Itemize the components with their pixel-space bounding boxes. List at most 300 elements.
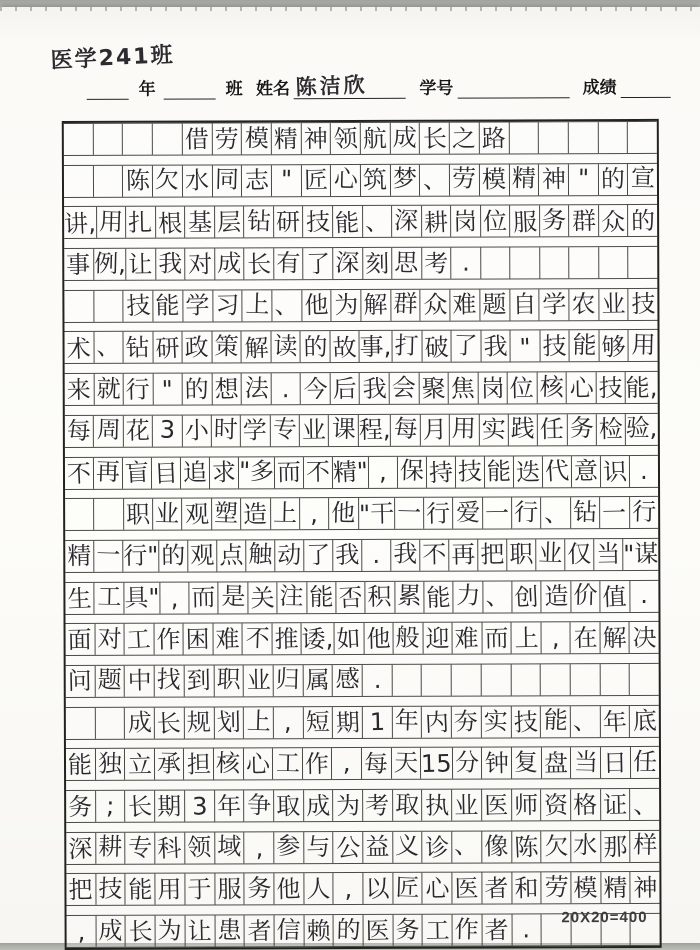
grid-cell: 了 [304,248,334,279]
grid-cell: 识 [601,456,630,487]
grid-cell: 成 [215,248,245,279]
grid-cell: 技 [511,706,541,737]
grid-cell: , [274,707,304,738]
grid-cell: " [153,374,183,405]
grid-cell: 精" [333,456,369,487]
grid-cell: 用 [97,207,127,238]
grid-cell: 后 [331,373,361,404]
grid-cell: 路 [480,122,510,153]
grid-row [66,621,659,656]
grid-cell: 不 [304,457,333,488]
grid-cell: 以 [363,873,393,904]
grid-cell [630,664,659,695]
grid-cell: 精 [65,541,94,572]
grid-cell: 点 [217,540,246,571]
grid-size-note: 20X20=400 [561,909,647,926]
year-label: 年 [139,75,156,100]
grid-cell: 成 [304,790,334,821]
grid-cell: 积 [366,581,395,612]
grid-cell: 和 [512,873,542,904]
grid-cell: 农 [569,289,599,320]
grid-cell: 证 [601,789,631,820]
grid-cell: 匠 [302,165,332,196]
grid-cell: 事, [360,331,393,362]
grid-cell: 取 [393,790,423,821]
grid-cell: 筑 [361,165,391,196]
grid-cell: 他 [329,498,358,529]
grid-cell: 难 [450,289,480,320]
grid-cell: 深 [66,833,96,864]
grid-cell [64,166,94,197]
grid-cell: 1 [363,706,393,737]
grid-cell: 神 [539,164,569,195]
grid-cell: 底 [630,706,659,737]
grid-cell: 政 [183,332,213,363]
grid-cell: 我 [333,540,362,571]
grid-cell: 他 [274,874,304,905]
grid-cell: 当 [594,539,623,570]
grid-cell: 规 [185,707,215,738]
grid-cell: 神 [301,123,331,154]
grid-cell: 专 [126,832,156,863]
grid-cell: 程, [359,415,392,446]
grid-cell: 困 [184,624,214,655]
grid-cell: 思 [392,248,422,279]
grid-cell: 上 [512,623,542,654]
grid-cell: 习 [213,290,243,321]
grid-cell: , [369,456,398,487]
grid-cell: 验, [626,414,658,445]
grid-cell: 划 [214,707,244,738]
grid-cell: 岗 [478,373,508,404]
grid-cell: 问 [66,666,96,697]
grid-cell: 找 [155,666,185,697]
grid-row [64,246,657,281]
class-field-label: 班 [226,74,243,99]
grid-cell: 就 [94,374,124,405]
grid-cell: 代 [543,456,572,487]
grid-cell: 上 [243,290,273,321]
grid-cell: 塑 [212,499,241,530]
grid-cell: 群 [391,290,421,321]
grid-cell [66,708,96,739]
grid-cell: 值 [601,581,630,612]
grid-cell: 业 [153,499,182,530]
grid-cell: 践 [509,414,538,445]
grid-cell [64,124,94,155]
grid-cell: 务 [540,206,570,237]
grid-cell: 务 [393,915,423,946]
grid-cell: 为 [156,916,186,947]
grid-cell [93,124,123,155]
grid-cell: 技 [596,372,626,403]
grid-cell: 长 [420,123,450,154]
grid-cell: 了 [304,540,333,571]
class-label-handwritten: 医学241班 [50,38,175,75]
grid-cell: 保 [398,456,427,487]
grid-cell: 心 [567,372,597,403]
grid-cell [598,122,628,153]
grid-cell: 核 [537,372,567,403]
grid-cell: 承 [155,749,185,780]
grid-cell: 当 [571,747,601,778]
grid-cell: 一 [483,498,512,529]
grid-cell: 了 [452,331,482,362]
grid-cell: 是 [219,582,248,613]
grid-cell: 资 [541,789,571,820]
grid-cell: 法 [242,373,272,404]
grid-cell [571,664,601,695]
grid-cell [628,122,657,153]
grid-cell: 职 [214,665,244,696]
grid-cell: 医 [364,915,394,946]
grid-cell: 深 [333,248,363,279]
score-blank [621,75,671,98]
grid-cell: 年 [600,706,630,737]
grid-cell: 众 [599,205,629,236]
grid-cell: 复 [512,748,542,779]
grid-cell: 的 [629,205,658,236]
grid-cell: 学 [241,415,270,446]
grid-cell [569,122,599,153]
grid-cell: 否 [336,582,365,613]
grid-cell: "多 [239,457,275,488]
grid-cell: 解 [600,622,630,653]
grid-cell: 公 [334,832,364,863]
grid-cell: 、 [420,164,450,195]
grid-cell: 技 [124,290,154,321]
grid-cell: 义 [393,831,423,862]
grid-cell: 上 [244,707,274,738]
grid-cell: 追 [181,457,210,488]
grid-cell: 模 [480,164,510,195]
grid-cell: 同 [212,165,242,196]
grid-cell: 水 [183,165,213,196]
grid-cell: 精 [509,164,539,195]
grid-row [66,705,659,740]
grid-cell: . [363,665,393,696]
grid-cell: 长 [126,916,156,947]
grid-row [64,329,657,364]
grid-cell: 心 [423,873,453,904]
grid-cell: 生 [65,582,94,613]
grid-cell: 钻 [571,497,600,528]
grid-cell: 心 [244,749,274,780]
grid-cell: 创 [512,581,541,612]
grid-cell: 心 [331,165,361,196]
grid-cell: 月 [421,414,450,445]
grid-cell: 用 [629,330,658,361]
grid-cell: 为 [332,290,362,321]
grid-cell: 长 [155,707,185,738]
grid-cell: 夯 [452,706,482,737]
grid-cell: 技 [540,331,570,362]
grid-cell: 钻 [124,332,154,363]
grid-row [65,454,658,489]
grid-row [66,830,659,865]
grid-cell: 成 [125,707,155,738]
grid-cell: 周 [94,416,123,447]
grid-cell: 众 [421,289,451,320]
grid-cell: 小 [182,415,211,446]
grid-cell: 让 [185,916,215,947]
grid-cell: 感 [333,665,363,696]
grid-cell [94,499,123,530]
grid-cell: 能, [626,372,658,403]
grid-cell [64,291,94,322]
grid-cell: 赖 [304,915,334,946]
grid-cell: 务 [66,791,96,822]
grid-cell: 不 [420,540,449,571]
grid-cell: 、 [483,581,512,612]
grid-cell: 会 [390,373,420,404]
grid-cell: 中 [125,666,155,697]
grid-row [66,788,659,823]
grid-cell: . [630,580,658,611]
grid-cell: , [300,498,329,529]
grid-cell: 研 [274,207,304,238]
grid-cell [509,122,539,153]
grid-cell: 检 [597,414,626,445]
grid-cell: 技 [304,206,334,237]
grid-cell: 志 [242,165,272,196]
grid-cell: 再 [449,539,478,570]
grid-cell: 分 [453,748,483,779]
grid-cell: 层 [215,207,245,238]
grid-cell: 样 [631,831,660,862]
grid-row [66,746,659,781]
grid-cell: . [512,914,542,945]
grid-cell [94,291,124,322]
grid-cell: 迎 [423,623,453,654]
grid-cell: 成 [96,916,126,947]
grid-cell: 短 [303,707,333,738]
grid-cell: 神 [631,872,660,903]
grid-cell: 而 [275,457,304,488]
grid-cell: 触 [246,540,275,571]
grid-cell: 用 [450,414,479,445]
grid-cell: 成 [391,123,421,154]
grid-cell: 服 [510,206,540,237]
grid-cell: 累 [395,581,424,612]
grid-cell: 能 [424,581,453,612]
grid-cell: 动 [275,540,304,571]
grid-cell: 、 [542,497,571,528]
grid-cell: 耕 [96,832,126,863]
grid-cell: . [362,540,391,571]
grid-cell: 意 [572,456,601,487]
grid-cell: 作 [453,915,483,946]
grid-cell: 执 [423,790,453,821]
grid-cell: 钻 [244,207,274,238]
grid-cell: 日 [601,747,631,778]
grid-cell: 迭 [514,456,543,487]
grid-cell: 行 [424,498,453,529]
grid-cell: 能 [126,874,156,905]
grid-cell: 信 [274,915,304,946]
grid-cell: 我 [156,249,186,280]
grid-cell [511,247,541,278]
grid-cell: 业 [536,539,565,570]
grid-cell: 益 [363,832,393,863]
grid-cell: 岗 [451,206,481,237]
grid-cell: 把 [66,874,96,905]
grid-cell [541,664,571,695]
grid-cell: 目 [152,457,181,488]
grid-cell: 考 [363,790,393,821]
grid-cell: 陈 [123,165,153,196]
grid-cell: 策 [212,332,242,363]
grid-cell: 能 [333,206,363,237]
grid-cell: 读 [271,332,301,363]
grid-cell: 的 [301,332,331,363]
grid-row [66,663,659,698]
grid-cell: 患 [215,915,245,946]
grid-cell: 水 [571,831,601,862]
grid-cell: 职 [507,539,536,570]
score-label: 成绩 [583,73,617,98]
grid-cell: 仅 [565,539,594,570]
grid-cell: 他 [302,290,332,321]
grid-cell: . [630,455,658,486]
grid-cell: 对 [185,249,215,280]
grid-cell: 解 [242,332,272,363]
grid-cell: 实 [482,706,512,737]
grid-cell: 的 [183,374,213,405]
grid-cell: 根 [156,207,186,238]
grid-row [64,288,657,323]
grid-cell: 工 [273,748,303,779]
grid-cell: 焦 [449,373,479,404]
grid-cell: 工 [95,582,124,613]
grid-cell: 在 [571,622,601,653]
grid-cell: 每 [65,416,94,447]
grid-cell: 独 [96,749,126,780]
grid-cell: 借 [183,123,213,154]
student-id-label: 学号 [419,74,453,99]
grid-cell: 天 [392,748,422,779]
grid-cell: 、 [571,706,601,737]
grid-row [64,121,657,156]
grid-cell: 年 [393,706,423,737]
grid-cell: 行 [630,497,658,528]
grid-cell: 实 [479,414,508,445]
grid-cell: 业 [599,289,629,320]
grid-row [64,163,657,198]
grid-cell: 医 [453,873,483,904]
grid-cell: 想 [212,374,242,405]
grid-cell: 盲 [123,457,152,488]
grid-cell: 注 [278,582,307,613]
grid-cell: 、 [363,206,393,237]
grid-cell: 对 [95,624,125,655]
grid-cell: , [67,916,97,947]
grid-cell: 行 [512,498,541,529]
grid-row [65,371,658,406]
grid-cell [570,247,600,278]
grid-cell: 持 [427,456,456,487]
grid-cell: 来 [65,374,95,405]
grid-cell: 故 [330,331,360,362]
grid-cell: 不 [65,457,94,488]
grid-row [66,871,659,906]
grid-cell: 刻 [363,248,393,279]
grid-cell: 领 [185,832,215,863]
grid-cell: 务 [567,414,596,445]
scanned-paper [0,7,700,943]
grid-cell: 任 [630,747,659,778]
grid-cell: 价 [571,581,600,612]
grid-cell: 求 [210,457,239,488]
grid-cell: 耕 [422,206,452,237]
grid-cell: 一 [94,541,123,572]
grid-cell [153,124,183,155]
grid-cell: 行" [123,541,159,572]
grid-cell: 梦 [391,164,421,195]
grid-cell: 欠 [541,831,571,862]
grid-cell: 上 [271,498,300,529]
grid-cell: 精 [272,123,302,154]
grid-cell: 立 [125,749,155,780]
grid-cell: 技 [629,289,658,320]
grid-cell: 争 [244,790,274,821]
grid-cell: 医 [482,789,512,820]
grid-cell: 到 [184,665,214,696]
name-label: 姓名 [256,74,290,99]
grid-cell: 破 [422,331,452,362]
grid-cell: 课 [329,415,358,446]
grid-cell: 难 [453,623,483,654]
grid-cell: 把 [478,539,507,570]
grid-cell: 能 [485,456,514,487]
grid-cell: 聚 [419,373,449,404]
grid-cell: 题 [480,289,510,320]
grid-cell: 爱 [453,498,482,529]
grid-cell: 劳 [450,164,480,195]
grid-cell: 行 [124,374,154,405]
grid-cell: . [451,248,481,279]
grid-cell: 期 [155,791,185,822]
grid-cell: 匠 [393,873,423,904]
grid-cell: 内 [422,706,452,737]
grid-cell: 域 [215,832,245,863]
grid-cell: 为 [333,790,363,821]
grid-cell: 模 [571,873,601,904]
grid-cell: 、 [452,831,482,862]
grid-cell [452,664,482,695]
grid-cell: 推 [272,623,302,654]
grid-row [65,579,658,614]
grid-cell: 像 [482,831,512,862]
grid-cell [540,247,570,278]
grid-cell: 每 [362,748,392,779]
grid-cell: 今 [301,373,331,404]
grid-row [65,538,658,573]
grid-cell: 之 [450,123,480,154]
grid-cell: 参 [274,832,304,863]
grid-cell: 陈 [512,831,542,862]
grid-cell [422,665,452,696]
grid-cell: 一 [395,498,424,529]
grid-row [65,496,658,531]
grid-cell: "干 [359,498,395,529]
grid-cell: 讲, [64,207,97,238]
grid-cell: 花 [124,416,153,447]
grid-cell: , [332,748,362,779]
grid-cell: 能 [570,331,600,362]
grid-cell: 诊 [423,831,453,862]
grid-row [65,413,658,448]
